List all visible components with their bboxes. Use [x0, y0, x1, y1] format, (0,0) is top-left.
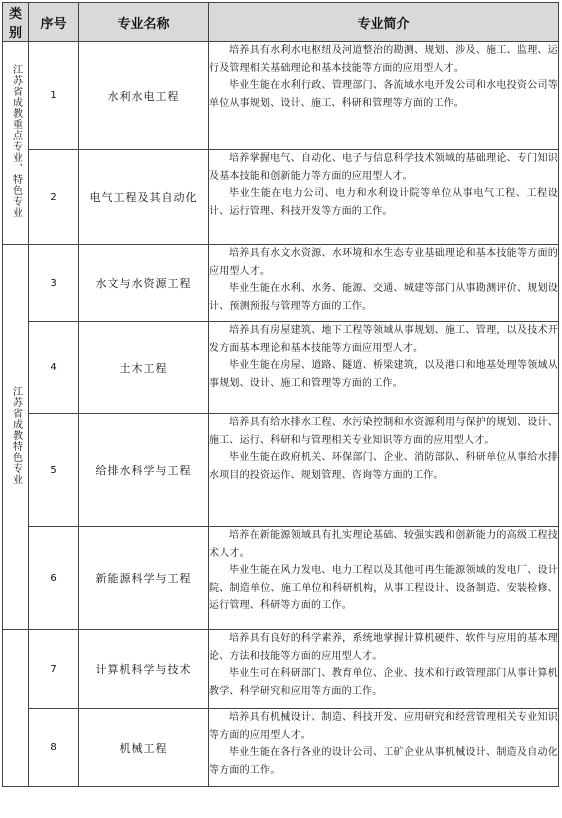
major-description — [209, 322, 559, 414]
header-row — [3, 3, 559, 42]
major-description — [209, 245, 559, 322]
row-number: 5 — [29, 414, 79, 527]
description-paragraph: 毕业生可在科研部门、教育单位、企业、技术和行政管理部门从事计算机教学、科学研究和应用等方面的工作。 — [209, 668, 558, 697]
table-row — [3, 630, 559, 709]
description-paragraph: 毕业生能在各行各业的设计公司、工矿企业从事机械设计、制造及自动化等方面的工作。 — [209, 747, 558, 776]
description-paragraph: 毕业生能在水利行政、管理部门、各流域水电开发公司和水电投资公司等单位从事规划、设计、施工、科研和管理等方面的工作。 — [209, 80, 558, 109]
header-category: 类别 — [3, 3, 29, 42]
row-number: 2 — [29, 150, 79, 245]
table-row — [3, 245, 559, 322]
row-number: 6 — [29, 527, 79, 630]
table-row — [3, 414, 559, 527]
row-number: 4 — [29, 322, 79, 414]
table-row — [3, 150, 559, 245]
description-paragraph: 培养在新能源领域具有扎实理论基础、较强实践和创新能力的高级工程技术人才。 — [209, 530, 558, 559]
table-row — [3, 527, 559, 630]
major-description — [209, 527, 559, 630]
major-description — [209, 150, 559, 245]
description-paragraph: 培养具有水文水资源、水环境和水生态专业基础理论和基本技能等方面的应用型人才。 — [209, 248, 558, 277]
major-description — [209, 630, 559, 709]
category-label: 江苏省成教重点专业、特色专业 — [10, 64, 22, 218]
major-name: 新能源科学与工程 — [79, 527, 209, 630]
description-paragraph: 培养具有给水排水工程、水污染控制和水资源利用与保护的规划、设计、施工、运行、科研和与管理相关专业知识等方面的应用型人才。 — [209, 417, 558, 446]
description-paragraph: 培养具有良好的科学素养，系统地掌握计算机硬件、软件与应用的基本理论、方法和技能等方面的应用型人才。 — [209, 633, 558, 662]
category-cell — [3, 42, 29, 245]
header-number: 序号 — [29, 3, 79, 42]
major-name: 给排水科学与工程 — [79, 414, 209, 527]
category-cell — [3, 630, 29, 787]
major-name: 电气工程及其自动化 — [79, 150, 209, 245]
row-number: 1 — [29, 42, 79, 150]
description-paragraph: 培养具有房屋建筑、地下工程等领域从事规划、施工、管理，以及技术开发方面基本理论和基本技能等方面应用型人才。 — [209, 325, 558, 354]
description-paragraph: 毕业生能在电力公司、电力和水利设计院等单位从事电气工程、工程设计、运行管理、科技开发等方面的工作。 — [209, 188, 558, 217]
row-number: 3 — [29, 245, 79, 322]
majors-table — [2, 2, 559, 787]
table-row — [3, 709, 559, 787]
major-description — [209, 414, 559, 527]
major-name: 土木工程 — [79, 322, 209, 414]
header-major-intro: 专业简介 — [209, 3, 559, 42]
row-number: 7 — [29, 630, 79, 709]
major-name: 机械工程 — [79, 709, 209, 787]
major-description — [209, 709, 559, 787]
header-major-name: 专业名称 — [79, 3, 209, 42]
description-paragraph: 培养掌握电气、自动化、电子与信息科学技术领域的基础理论、专门知识及基本技能和创新能力等方面的应用型人才。 — [209, 153, 558, 182]
description-paragraph: 毕业生能在水利、水务、能源、交通、城建等部门从事勘测评价、规划设计、预测预报与管理等方面的工作。 — [209, 283, 558, 312]
table-row — [3, 42, 559, 150]
major-name: 水文与水资源工程 — [79, 245, 209, 322]
category-cell — [3, 245, 29, 630]
table-row — [3, 322, 559, 414]
description-paragraph: 培养具有水利水电枢纽及河道整治的勘测、规划、涉及、施工、监理、运行及管理相关基础理论和基本技能等方面的应用型人才。 — [209, 45, 558, 74]
description-paragraph: 毕业生能在政府机关、环保部门、企业、消防部队、科研单位从事给水排水项目的投资运作、规划管理、咨询等方面的工作。 — [209, 452, 558, 481]
row-number: 8 — [29, 709, 79, 787]
category-label: 江苏省成教特色专业 — [10, 385, 22, 485]
major-description — [209, 42, 559, 150]
description-paragraph: 毕业生能在房屋、道路、隧道、桥梁建筑，以及港口和地基处理等领域从事规划、设计、施工和管理等方面的工作。 — [209, 360, 558, 389]
major-name: 计算机科学与技术 — [79, 630, 209, 709]
description-paragraph: 培养具有机械设计、制造、科技开发、应用研究和经营管理相关专业知识等方面的应用型人才。 — [209, 712, 558, 741]
major-name: 水利水电工程 — [79, 42, 209, 150]
description-paragraph: 毕业生能在风力发电、电力工程以及其他可再生能源领域的发电厂、设计院、制造单位、施工单位和科研机构，从事工程设计、设备制造、安装检修、运行管理、科研等方面的工作。 — [209, 565, 558, 612]
